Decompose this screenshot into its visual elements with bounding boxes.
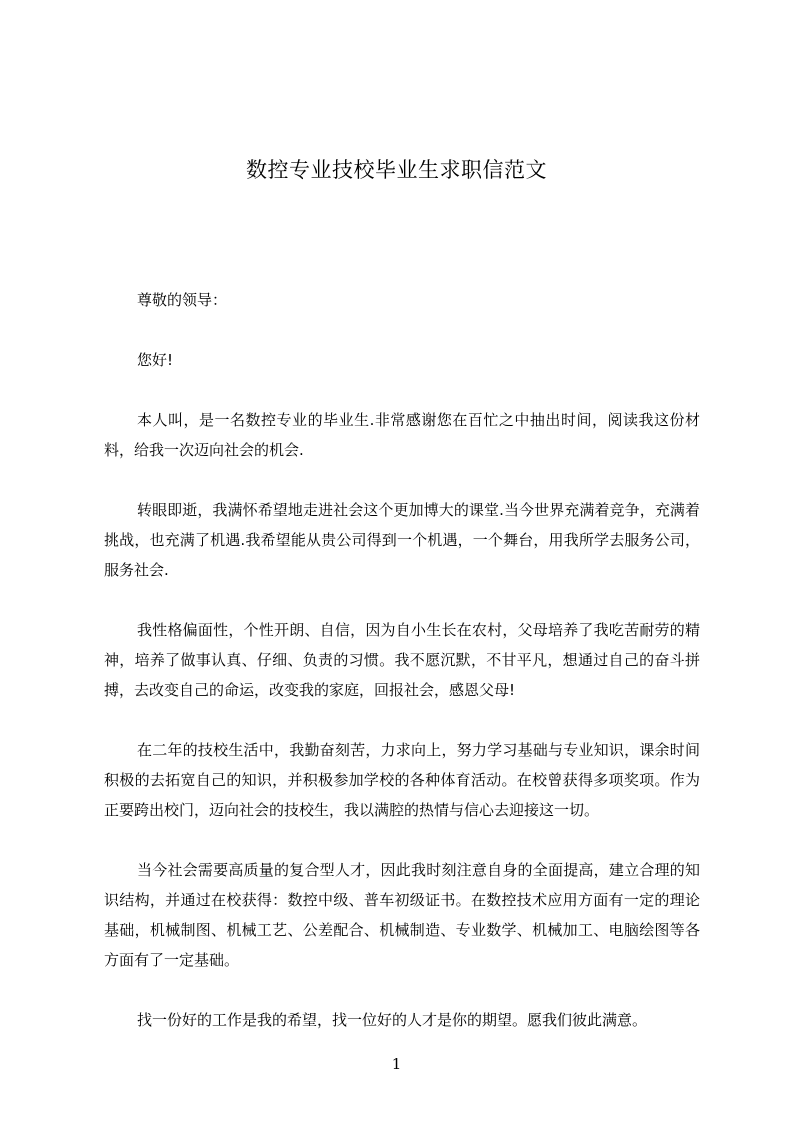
- paragraph-closing: 找一份好的工作是我的希望，找一位好的人才是你的期望。愿我们彼此满意。: [137, 1011, 648, 1029]
- letter-body: [104, 285, 700, 1065]
- salutation: 尊敬的领导：: [137, 291, 228, 309]
- page-title: 数控专业技校毕业生求职信范文: [246, 158, 547, 183]
- page-number: 1: [391, 1055, 402, 1073]
- paragraph-hope: 转眼即逝，我满怀希望地走进社会这个更加博大的课堂.当今世界充满着竞争，充满着挑战，也充满了机遇.我希望能从贵公司得到一个机遇，一个舞台，用我所学去服务公司，服务社会.: [104, 501, 700, 579]
- paragraph-school-life: 在二年的技校生活中，我勤奋刻苦，力求向上，努力学习基础与专业知识，课余时间积极的去拓宽自己的知识，并积极参加学校的各种体育活动。在校曾获得多项奖项。作为正要跨出校门，迈向社会的技校生，我以满腔的热情与信心去迎接这一切。: [104, 741, 700, 819]
- paragraph-skills: 当今社会需要高质量的复合型人才，因此我时刻注意自身的全面提高，建立合理的知识结构，并通过在校获得：数控中级、普车初级证书。在数控技术应用方面有一定的理论基础，机械制图、机械工艺、公差配合、机械制造、专业数学、机械加工、电脑绘图等各方面有了一定基础。: [104, 861, 700, 969]
- paragraph-intro: 本人叫，是一名数控专业的毕业生.非常感谢您在百忙之中抽出时间，阅读我这份材料，给我一次迈向社会的机会.: [104, 411, 700, 459]
- greeting: 您好!: [137, 351, 174, 369]
- paragraph-personality: 我性格偏面性，个性开朗、自信，因为自小生长在农村，父母培养了我吃苦耐劳的精神，培养了做事认真、仔细、负责的习惯。我不愿沉默，不甘平凡，想通过自己的奋斗拼搏，去改变自己的命运，改变我的家庭，回报社会，感恩父母!: [104, 621, 700, 699]
